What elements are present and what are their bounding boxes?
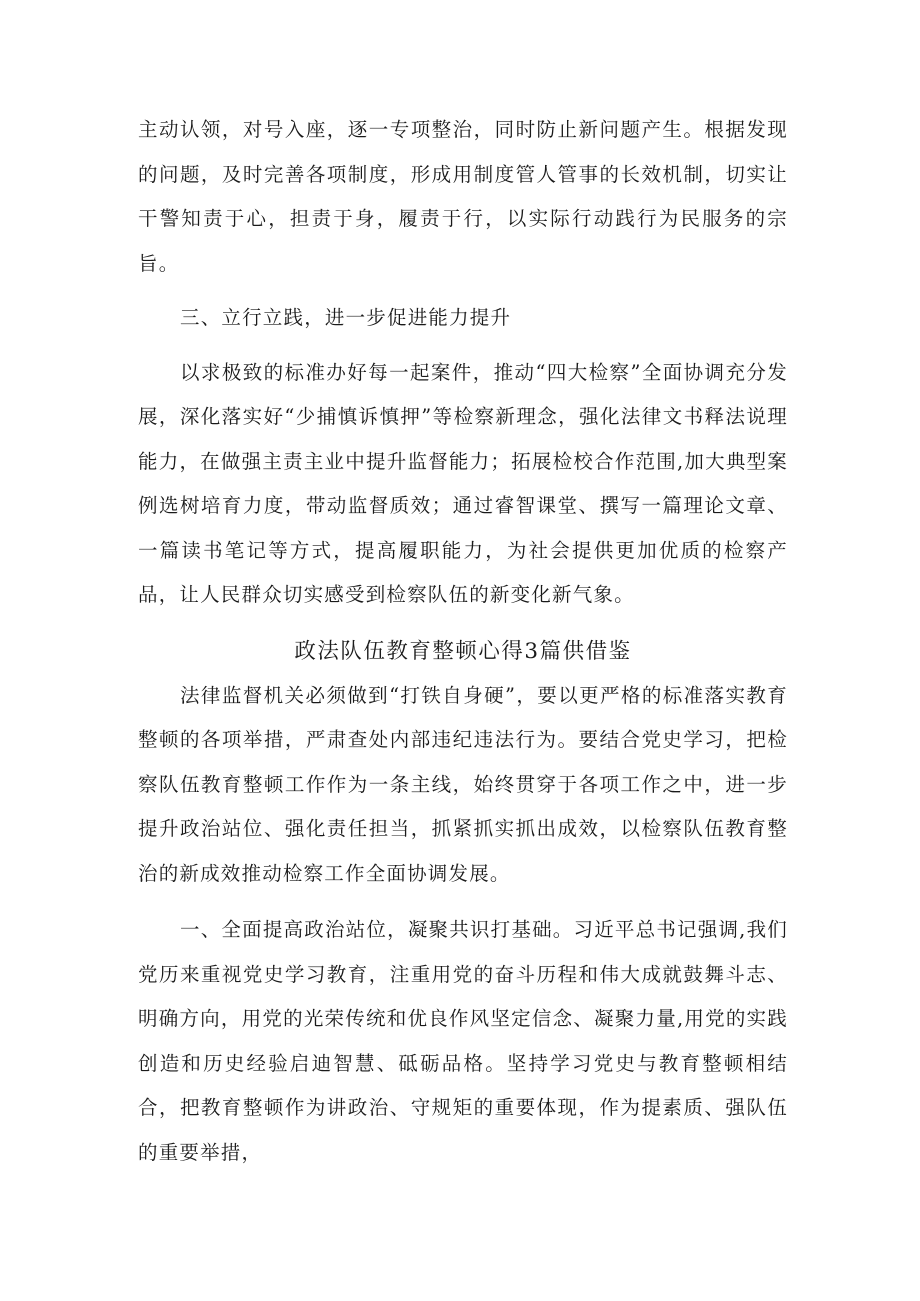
section-three-heading: 三、立行立践，进一步促进能力提升 (180, 306, 512, 329)
intro-paragraph: 主动认领，对号入座，逐一专项整治，同时防止新问题产生。根据发现的问题，及时完善各项制度，形成用制度管人管事的长效机制，切实让干警知责于心，担责于身，履责于行，以实际行动践行为民服务的宗旨。 (138, 118, 788, 275)
article-paragraph-2: 一、全面提高政治站位，凝聚共识打基础。习近平总书记强调,我们党历来重视党史学习教育，注重用党的奋斗历程和伟大成就鼓舞斗志、明确方向，用党的光荣传统和优良作风坚定信念、凝聚力量,用党的实践创造和历史经验启迪智慧、砥砺品格。坚持学习党史与教育整顿相结合，把教育整顿作为讲政治、守规矩的重要体现，作为提素质、强队伍的重要举措， (138, 918, 788, 1164)
section-three-paragraph: 以求极致的标准办好每一起案件，推动“四大检察”全面协调充分发展，深化落实好“少捕慎诉慎押”等检察新理念，强化法律文书释法说理能力，在做强主责主业中提升监督能力；拓展检校合作范围,加大典型案例选树培育力度，带动监督质效；通过睿智课堂、撰写一篇理论文章、一篇读书笔记等方式，提高履职能力，为社会提供更加优质的检察产品，让人民群众切实感受到检察队伍的新变化新气象。 (138, 360, 788, 606)
article-paragraph-1: 法律监督机关必须做到“打铁自身硬”，要以更严格的标准落实教育整顿的各项举措，严肃查处内部违纪违法行为。要结合党史学习，把检察队伍教育整顿工作作为一条主线，始终贯穿于各项工作之中，进一步提升政治站位、强化责任担当，抓紧抓实抓出成效，以检察队伍教育整治的新成效推动检察工作全面协调发展。 (138, 683, 788, 885)
document-page (138, 108, 788, 1175)
article-title: 政法队伍教育整顿心得3篇供借鉴 (294, 638, 632, 664)
